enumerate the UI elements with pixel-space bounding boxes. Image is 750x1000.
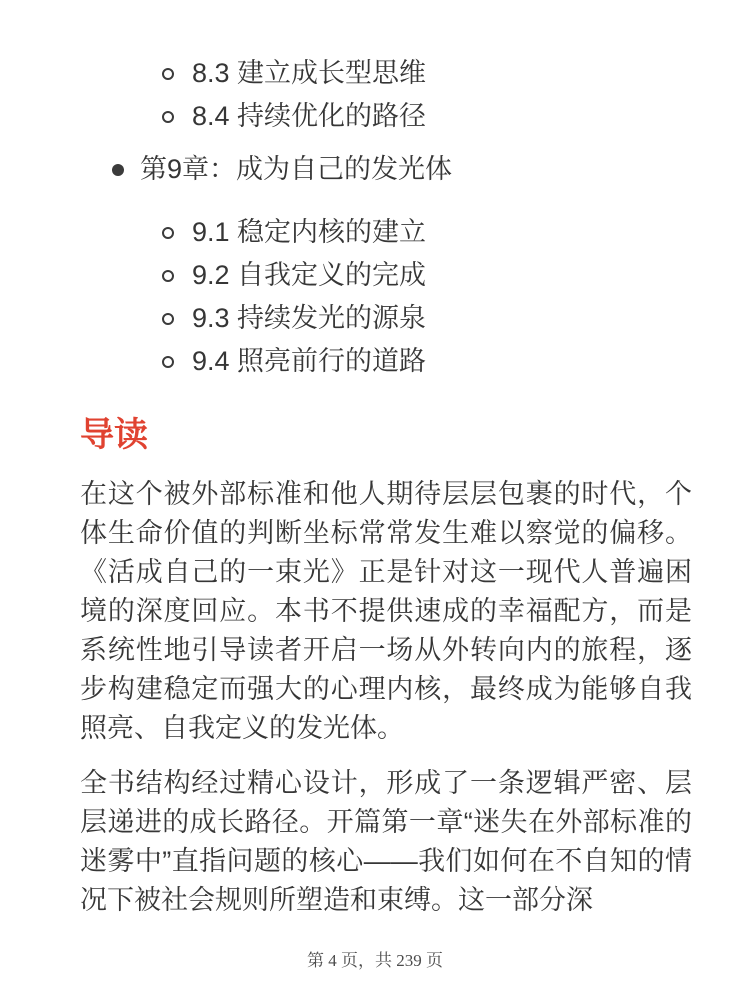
table-of-contents: [0, 0, 750, 383]
toc-item-9-4: [162, 340, 750, 383]
toc-item-label: 9.2 自我定义的完成: [192, 260, 427, 290]
toc-item-label: 8.3 建立成长型思维: [192, 58, 427, 88]
toc-item-8-4: [162, 95, 750, 138]
toc-item-label: 9.1 稳定内核的建立: [192, 217, 427, 247]
toc-item-label: 第9章：成为自己的发光体: [140, 154, 453, 184]
hollow-bullet-icon: [162, 270, 174, 282]
hollow-bullet-icon: [162, 68, 174, 80]
hollow-bullet-icon: [162, 227, 174, 239]
toc-item-chapter-9: [112, 148, 750, 191]
toc-item-9-3: [162, 297, 750, 340]
paragraph-structure: 全书结构经过精心设计，形成了一条逻辑严密、层层递进的成长路径。开篇第一章“迷失在外部标准的迷雾中”直指问题的核心——我们如何在不自知的情况下被社会规则所塑造和束缚。这一部分深: [80, 768, 692, 915]
toc-item-8-3: [162, 52, 750, 95]
toc-item-label: 9.4 照亮前行的道路: [192, 346, 427, 376]
hollow-bullet-icon: [162, 313, 174, 325]
page-number-indicator: 第 4 页，共 239 页: [307, 951, 443, 970]
filled-bullet-icon: [112, 164, 124, 176]
hollow-bullet-icon: [162, 111, 174, 123]
toc-item-9-2: [162, 254, 750, 297]
section-heading: 导读: [80, 416, 148, 454]
hollow-bullet-icon: [162, 356, 174, 368]
toc-item-label: 8.4 持续优化的路径: [192, 101, 427, 131]
paragraph-intro: 在这个被外部标准和他人期待层层包裹的时代，个体生命价值的判断坐标常常发生难以察觉的偏移。《活成自己的一束光》正是针对这一现代人普遍困境的深度回应。本书不提供速成的幸福配方，而是系统性地引导读者开启一场从外转向内的旅程，逐步构建稳定而强大的心理内核，最终成为能够自我照亮、自我定义的发光体。: [80, 479, 692, 743]
toc-item-label: 9.3 持续发光的源泉: [192, 303, 427, 333]
toc-item-9-1: [162, 211, 750, 254]
